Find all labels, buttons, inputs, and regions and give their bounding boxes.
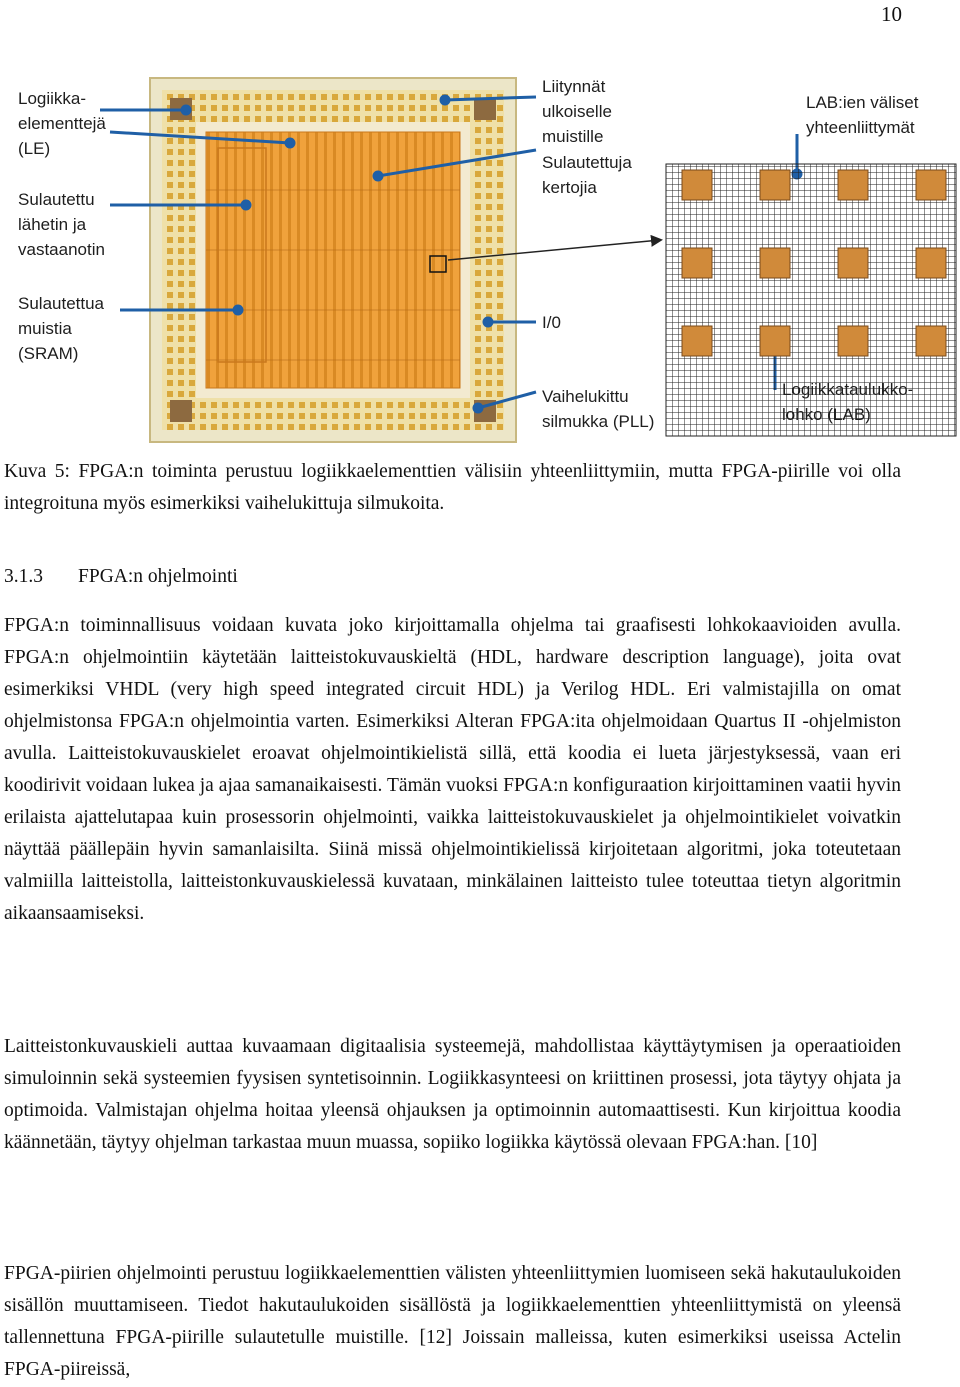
section-title: FPGA:n ohjelmointi: [78, 566, 238, 587]
paragraph-2: Laitteistonkuvauskieli auttaa kuvaamaan digitaalisia systeemejä, mahdollistaa käyttäytymisen ja operaatioiden simuloinnin sekä systeemien fyysisen syntetisoinnin. Logiikkasynteesi on kriittinen prosessi, jota täytyy ohjata ja optimoida. Valmistajan ohjelma hoitaa yleensä ohjauksen ja optimoinnin automaattisesti. Kun kirjoittua koodia käännetään, täytyy ohjelman tarkastaa muun muassa, sopiiko logiikka käytössä olevaan FPGA:han. [10]: [4, 1036, 901, 1153]
label-multipliers: Sulautettuja kertojia: [542, 153, 632, 197]
section-heading: [4, 561, 901, 593]
figure-caption: Kuva 5: FPGA:n toiminta perustuu logiikkaelementtien välisiin yhteenliittymiin, mutta FPGA-piirille voi olla integroituna myös esimerkiksi vaihelukittuja silmukoita.: [4, 461, 901, 514]
label-io: I/0: [542, 313, 561, 332]
label-logic-elements: Logiikka- elementtejä (LE): [18, 89, 106, 158]
section-number: 3.1.3: [4, 566, 43, 587]
label-transceiver: Sulautettu lähetin ja vastaanotin: [18, 190, 105, 259]
paragraph-1: FPGA:n toiminnallisuus voidaan kuvata joko kirjoittamalla ohjelma tai graafisesti lohkokaavioiden avulla. FPGA:n ohjelmointiin käytetään laitteistokuvauskieltä (HDL, hardware description language), joita ovat esimerkiksi VHDL (very high speed integrated circuit HDL) ja Verilog HDL. Eri valmistajilla on omat ohjelmistonsa FPGA:n ohjelmointia varten. Esimerkiksi Alteran FPGA:ita ohjelmoidaan Quartus II -ohjelmiston avulla. Laitteistokuvauskielet eroavat ohjelmointikielistä sillä, että koodia ei lueta järjestyksessä, vaan eri koodirivit voidaan lukea ja ajaa samanaikaisesti. Tämän vuoksi FPGA:n konfiguraation kirjoittaminen vaatii hyvin erilaista ajattelutapaa kuin prosessorin ohjelmointi, vaikka laitteistokuvauskielet ja ohjelmointikielet voivatkin näyttää päällepäin hyvin samanlaisilta. Siinä missä ohjelmointikielissä kirjoitetaan algoritmi, joka toteutetaan valmiilla laitteistolla, laitteistonkuvauskielessä kuvataan, minkälainen laitteisto tulee toteuttaa tietyn algoritmin aikaansaamiseksi.: [4, 615, 901, 924]
fpga-figure: [0, 70, 960, 450]
label-pll: Vaihelukittu silmukka (PLL): [542, 387, 655, 431]
page-number: 10: [881, 2, 902, 26]
label-sram: Sulautettua muistia (SRAM): [18, 294, 105, 363]
fpga-chip: [150, 78, 516, 442]
label-interconnect: LAB:ien väliset yhteenliittymät: [806, 93, 919, 137]
paragraph-3: FPGA-piirien ohjelmointi perustuu logiikkaelementtien välisten yhteenliittymien luomiseen sekä hakutaulukoiden sisällön muuttamiseen. Tiedot hakutaulukoiden sisällöstä ja logiikkaelementtien yhteenliittymistä on yleensä tallennettuna FPGA-piirille sulautetulle muistille. [12] Joissain malleissa, kuten esimerkiksi useissa Actelin FPGA-piireissä,: [4, 1263, 901, 1380]
label-lab: Logiikkataulukko- lohko (LAB): [782, 380, 914, 424]
label-external-memory: Liitynnät ulkoiselle muistille: [542, 77, 612, 146]
